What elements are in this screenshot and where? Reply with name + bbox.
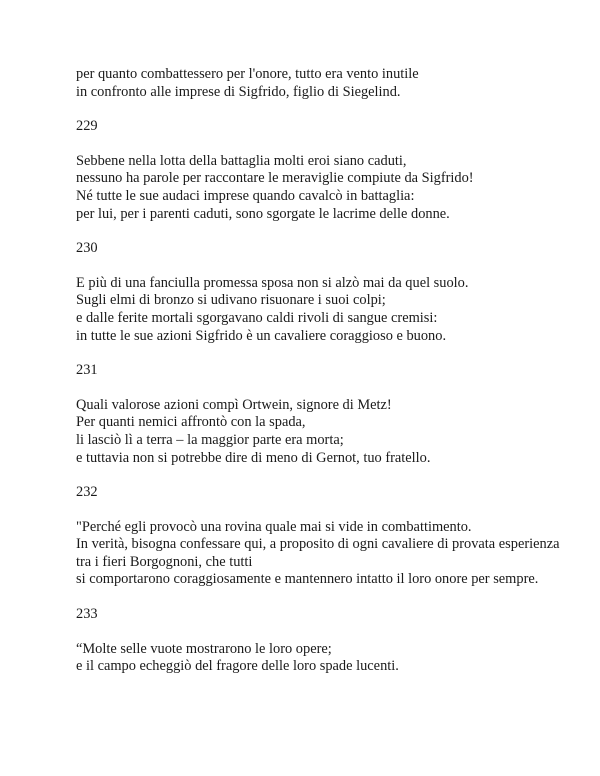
stanza [76,275,576,345]
text-line: Quali valorose azioni compì Ortwein, signore di Metz! [76,396,392,413]
stanza-number: 230 [76,240,98,257]
text-line: li lasciò lì a terra – la maggior parte era morta; [76,431,344,448]
text-line: per lui, per i parenti caduti, sono sgorgate le lacrime delle donne. [76,205,450,222]
stanza-number: 233 [76,606,98,623]
text-line: si comportarono coraggiosamente e mantennero intatto il loro onore per sempre. [76,571,539,588]
text-line: Sugli elmi di bronzo si udivano risuonare i suoi colpi; [76,292,386,309]
text-line: tra i fieri Borgognoni, che tutti [76,553,253,570]
text-line: per quanto combattessero per l'onore, tutto era vento inutile [76,66,419,82]
stanza-number: 231 [76,362,98,379]
text-line: in tutte le sue azioni Sigfrido è un cavaliere coraggioso e buono. [76,327,447,344]
stanza [76,641,576,676]
text-line: In verità, bisogna confessare qui, a proposito di ogni cavaliere di provata esperienza [76,536,560,553]
text-line: in confronto alle imprese di Sigfrido, figlio di Siegelind. [76,83,401,100]
stanza-number: 232 [76,484,98,501]
text-line: Per quanti nemici affrontò con la spada, [76,414,306,431]
text-line: e tuttavia non si potrebbe dire di meno di Gernot, tuo fratello. [76,449,431,466]
text-line: e dalle ferite mortali sgorgavano caldi rivoli di sangue cremisi: [76,309,438,326]
text-line: Sebbene nella lotta della battaglia molti eroi siano caduti, [76,152,407,169]
text-line: Né tutte le sue audaci imprese quando cavalcò in battaglia: [76,187,415,204]
text-line: E più di una fanciulla promessa sposa non si alzò mai da quel suolo. [76,274,469,291]
intro-lines [76,66,576,101]
text-line: "Perché egli provocò una rovina quale mai si vide in combattimento. [76,518,472,535]
stanza [76,153,576,223]
text-line: “Molte selle vuote mostrarono le loro opere; [76,640,332,657]
stanza [76,519,576,589]
stanza-number: 229 [76,118,98,135]
document-page [76,66,576,676]
text-line: e il campo echeggiò del fragore delle loro spade lucenti. [76,658,399,675]
text-line: nessuno ha parole per raccontare le meraviglie compiute da Sigfrido! [76,170,474,187]
stanza [76,397,576,467]
